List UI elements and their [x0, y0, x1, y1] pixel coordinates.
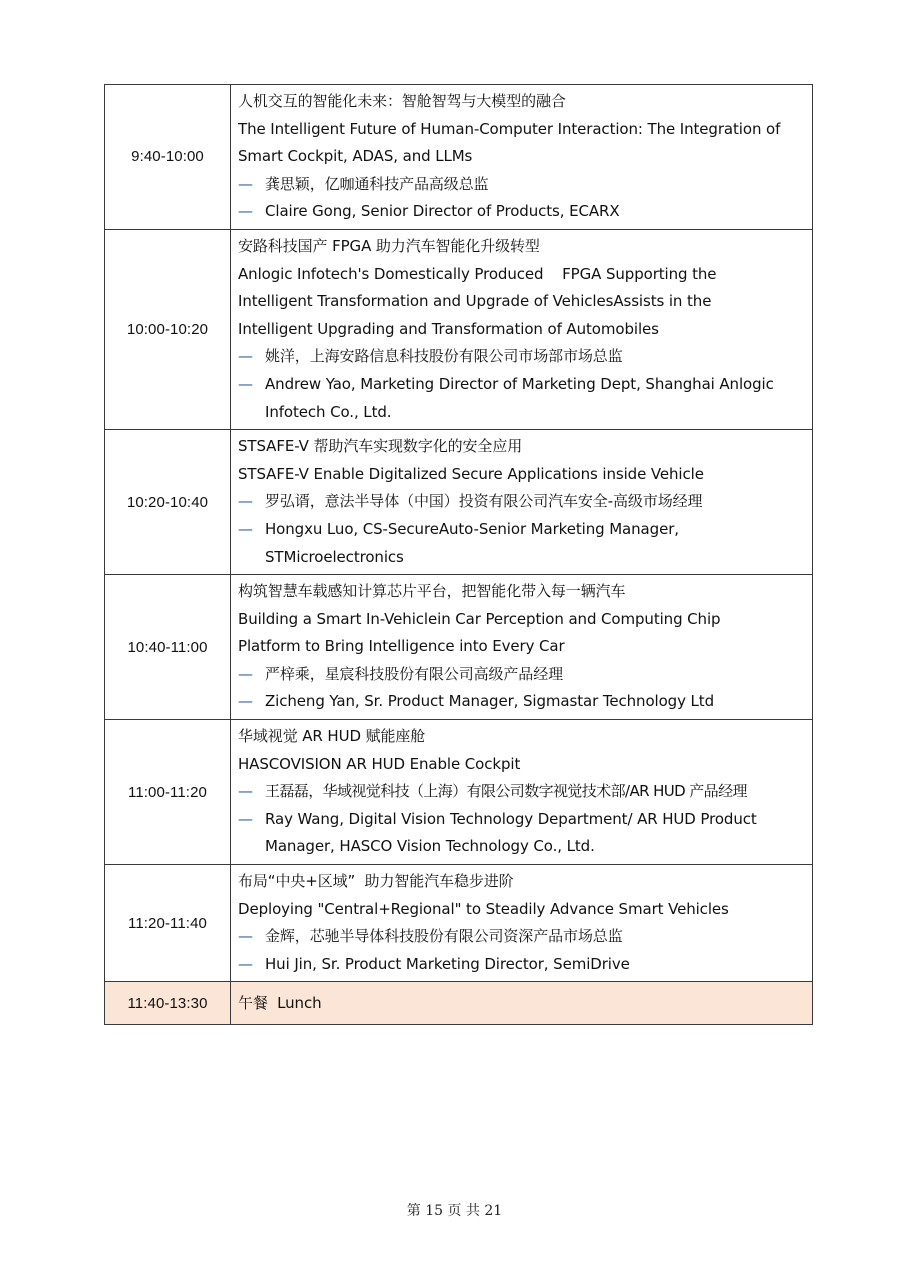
speaker-line — [238, 488, 806, 516]
session-title-en: Intelligent Transformation and Upgrade of VehiclesAssists in the — [238, 292, 712, 311]
speaker-name: Hui Jin, Sr. Product Marketing Director, SemiDrive — [265, 954, 630, 973]
session-title-en: STSAFE-V Enable Digitalized Secure Applications inside Vehicle — [238, 464, 704, 483]
session-time: 11:00-11:20 — [105, 720, 231, 865]
session-content — [231, 575, 813, 720]
session-content — [231, 229, 813, 429]
dash-bullet: — — [238, 347, 253, 366]
session-content — [231, 85, 813, 230]
dash-bullet: — — [238, 202, 253, 221]
session-title-en: Intelligent Upgrading and Transformation of Automobiles — [238, 319, 659, 338]
speaker-name: 姚洋，上海安路信息科技股份有限公司市场部市场总监 — [265, 347, 623, 366]
session-title-zh: 构筑智慧车载感知计算芯片平台，把智能化带入每一辆汽车 — [238, 582, 626, 601]
speaker-line — [238, 198, 806, 226]
page-footer: 第 15 页 共 21 — [406, 1203, 503, 1219]
speaker-line — [238, 516, 806, 571]
session-title-en: Building a Smart In-Vehiclein Car Perception and Computing Chip — [238, 609, 721, 628]
session-row — [105, 720, 813, 865]
dash-bullet: — — [238, 954, 253, 973]
session-content — [231, 720, 813, 865]
dash-bullet: — — [238, 664, 253, 683]
speaker-line — [238, 661, 806, 689]
dash-bullet: — — [238, 782, 253, 801]
session-time: 10:20-10:40 — [105, 430, 231, 575]
speaker-name: Ray Wang, Digital Vision Technology Department/ AR HUD Product Manager, HASCO Vision Technology Co., Ltd. — [265, 809, 757, 856]
session-content — [231, 865, 813, 982]
speaker-line — [238, 171, 806, 199]
dash-bullet: — — [238, 374, 253, 393]
speaker-name: Andrew Yao, Marketing Director of Marketing Dept, Shanghai Anlogic Infotech Co., Ltd. — [265, 374, 774, 421]
dash-bullet: — — [238, 519, 253, 538]
session-row — [105, 865, 813, 982]
speaker-name: 金辉，芯驰半导体科技股份有限公司资深产品市场总监 — [265, 927, 623, 946]
session-title-en: The Intelligent Future of Human-Computer Interaction: The Integration of — [238, 119, 781, 138]
agenda-table — [104, 84, 813, 1025]
dash-bullet: — — [238, 174, 253, 193]
session-time: 10:00-10:20 — [105, 229, 231, 429]
session-title-en: Platform to Bring Intelligence into Every Car — [238, 637, 565, 656]
session-title-en: Smart Cockpit, ADAS, and LLMs — [238, 147, 473, 166]
session-title-en: HASCOVISION AR HUD Enable Cockpit — [238, 754, 521, 773]
speaker-line — [238, 778, 806, 806]
speaker-name: 罗弘谞，意法半导体（中国）投资有限公司汽车安全-高级市场经理 — [265, 492, 703, 511]
speaker-name: Claire Gong, Senior Director of Products, ECARX — [265, 202, 620, 221]
speaker-line — [238, 923, 806, 951]
dash-bullet: — — [238, 492, 253, 511]
speaker-name: 严梓乘，星宸科技股份有限公司高级产品经理 — [265, 664, 564, 683]
speaker-name: Hongxu Luo, CS-SecureAuto-Senior Marketing Manager, STMicroelectronics — [265, 519, 679, 566]
speaker-name: 王磊磊，华域视觉科技（上海）有限公司数字视觉技术部/AR HUD 产品经理 — [265, 782, 747, 801]
session-title-zh: STSAFE-V 帮助汽车实现数字化的安全应用 — [238, 437, 523, 456]
session-title-en: Anlogic Infotech's Domestically Produced FPGA Supporting the — [238, 264, 717, 283]
session-title-zh: 安路科技国产 FPGA 助力汽车智能化升级转型 — [238, 236, 540, 255]
speaker-line — [238, 688, 806, 716]
speaker-line — [238, 343, 806, 371]
speaker-line — [238, 806, 806, 861]
session-time: 11:20-11:40 — [105, 865, 231, 982]
session-title-en: Deploying "Central+Regional" to Steadily Advance Smart Vehicles — [238, 899, 729, 918]
session-content — [231, 430, 813, 575]
session-title-zh: 华域视觉 AR HUD 赋能座舱 — [238, 727, 426, 746]
session-row — [105, 229, 813, 429]
session-title-zh: 布局“中央+区域” 助力智能汽车稳步进阶 — [238, 872, 514, 891]
dash-bullet: — — [238, 692, 253, 711]
dash-bullet: — — [238, 927, 253, 946]
session-row — [105, 85, 813, 230]
session-time: 9:40-10:00 — [105, 85, 231, 230]
lunch-label: 午餐 Lunch — [238, 994, 322, 1013]
speaker-line — [238, 951, 806, 979]
session-title-zh: 人机交互的智能化未来：智舱智驾与大模型的融合 — [238, 92, 566, 110]
speaker-line — [238, 371, 806, 426]
speaker-name: 龚思颖，亿咖通科技产品高级总监 — [265, 174, 489, 193]
lunch-content — [231, 982, 813, 1025]
lunch-time: 11:40-13:30 — [105, 982, 231, 1025]
dash-bullet: — — [238, 809, 253, 828]
speaker-name: Zicheng Yan, Sr. Product Manager, Sigmastar Technology Ltd — [265, 692, 714, 711]
session-row — [105, 430, 813, 575]
lunch-row — [105, 982, 813, 1025]
session-time: 10:40-11:00 — [105, 575, 231, 720]
session-row — [105, 575, 813, 720]
